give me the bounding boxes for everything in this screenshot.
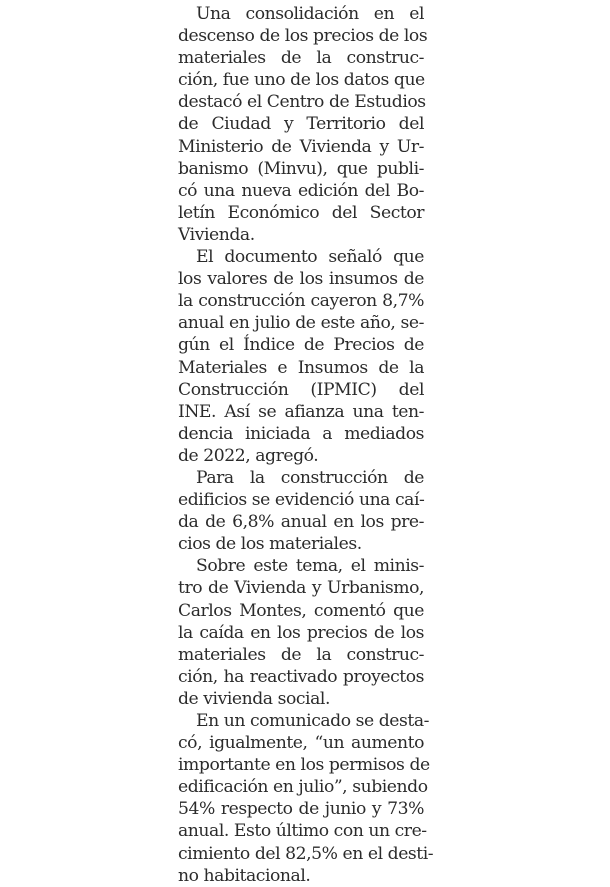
- text-line: gún el Índice de Precios de: [178, 335, 424, 356]
- text-line: da de 6,8% anual en los pre-: [178, 512, 424, 533]
- text-line: có una nueva edición del Bo-: [178, 180, 424, 201]
- text-line: có, igualmente, “un aumento: [178, 733, 424, 754]
- text-line: descenso de los precios de los: [178, 26, 428, 47]
- text-line: de 2022, agregó.: [178, 445, 319, 466]
- article-paragraph: [178, 3, 428, 246]
- text-line: la caída en los precios de los: [178, 622, 424, 643]
- article-column: [178, 3, 434, 887]
- text-line: Ministerio de Vivienda y Ur-: [178, 136, 424, 157]
- text-line: tro de Vivienda y Urbanismo,: [178, 578, 424, 599]
- article-paragraph: [178, 246, 424, 467]
- text-line: Sobre este tema, el minis-: [196, 556, 424, 577]
- text-line: los valores de los insumos de: [178, 269, 424, 290]
- text-line: Materiales e Insumos de la: [178, 357, 424, 378]
- text-line: letín Económico del Sector: [178, 202, 424, 223]
- text-line: El documento señaló que: [196, 247, 424, 268]
- text-line: cios de los materiales.: [178, 534, 362, 555]
- text-line: de Ciudad y Territorio del: [178, 114, 424, 135]
- text-line: Construcción (IPMIC) del: [178, 379, 424, 400]
- article-paragraph: [178, 467, 424, 555]
- text-line: materiales de la construc-: [178, 644, 424, 665]
- article-paragraph: [178, 710, 434, 887]
- text-line: Para la construcción de: [196, 467, 424, 488]
- text-line: no habitacional.: [178, 865, 311, 886]
- text-line: edificios se evidenció una caí-: [178, 490, 425, 511]
- text-line: dencia iniciada a mediados: [178, 423, 424, 444]
- text-line: la construcción cayeron 8,7%: [178, 291, 424, 312]
- text-line: 54% respecto de junio y 73%: [178, 799, 424, 820]
- text-line: ción, ha reactivado proyectos: [178, 666, 424, 687]
- text-line: destacó el Centro de Estudios: [178, 92, 426, 113]
- text-line: ción, fue uno de los datos que: [178, 70, 425, 91]
- text-line: de vivienda social.: [178, 688, 330, 709]
- text-line: importante en los permisos de: [178, 755, 430, 776]
- text-line: Carlos Montes, comentó que: [178, 600, 424, 621]
- text-line: anual en julio de este año, se-: [178, 313, 424, 334]
- text-line: banismo (Minvu), que publi-: [178, 158, 424, 179]
- text-line: Vivienda.: [178, 224, 255, 245]
- text-line: materiales de la construc-: [178, 48, 424, 69]
- text-line: INE. Así se afianza una ten-: [178, 401, 424, 422]
- text-line: edificación en julio”, subiendo: [178, 777, 428, 798]
- text-line: Una consolidación en el: [196, 4, 424, 24]
- text-line: anual. Esto último con un cre-: [178, 821, 427, 842]
- text-line: cimiento del 82,5% en el desti-: [178, 843, 434, 864]
- article-paragraph: [178, 555, 424, 710]
- text-line: En un comunicado se desta-: [196, 711, 429, 731]
